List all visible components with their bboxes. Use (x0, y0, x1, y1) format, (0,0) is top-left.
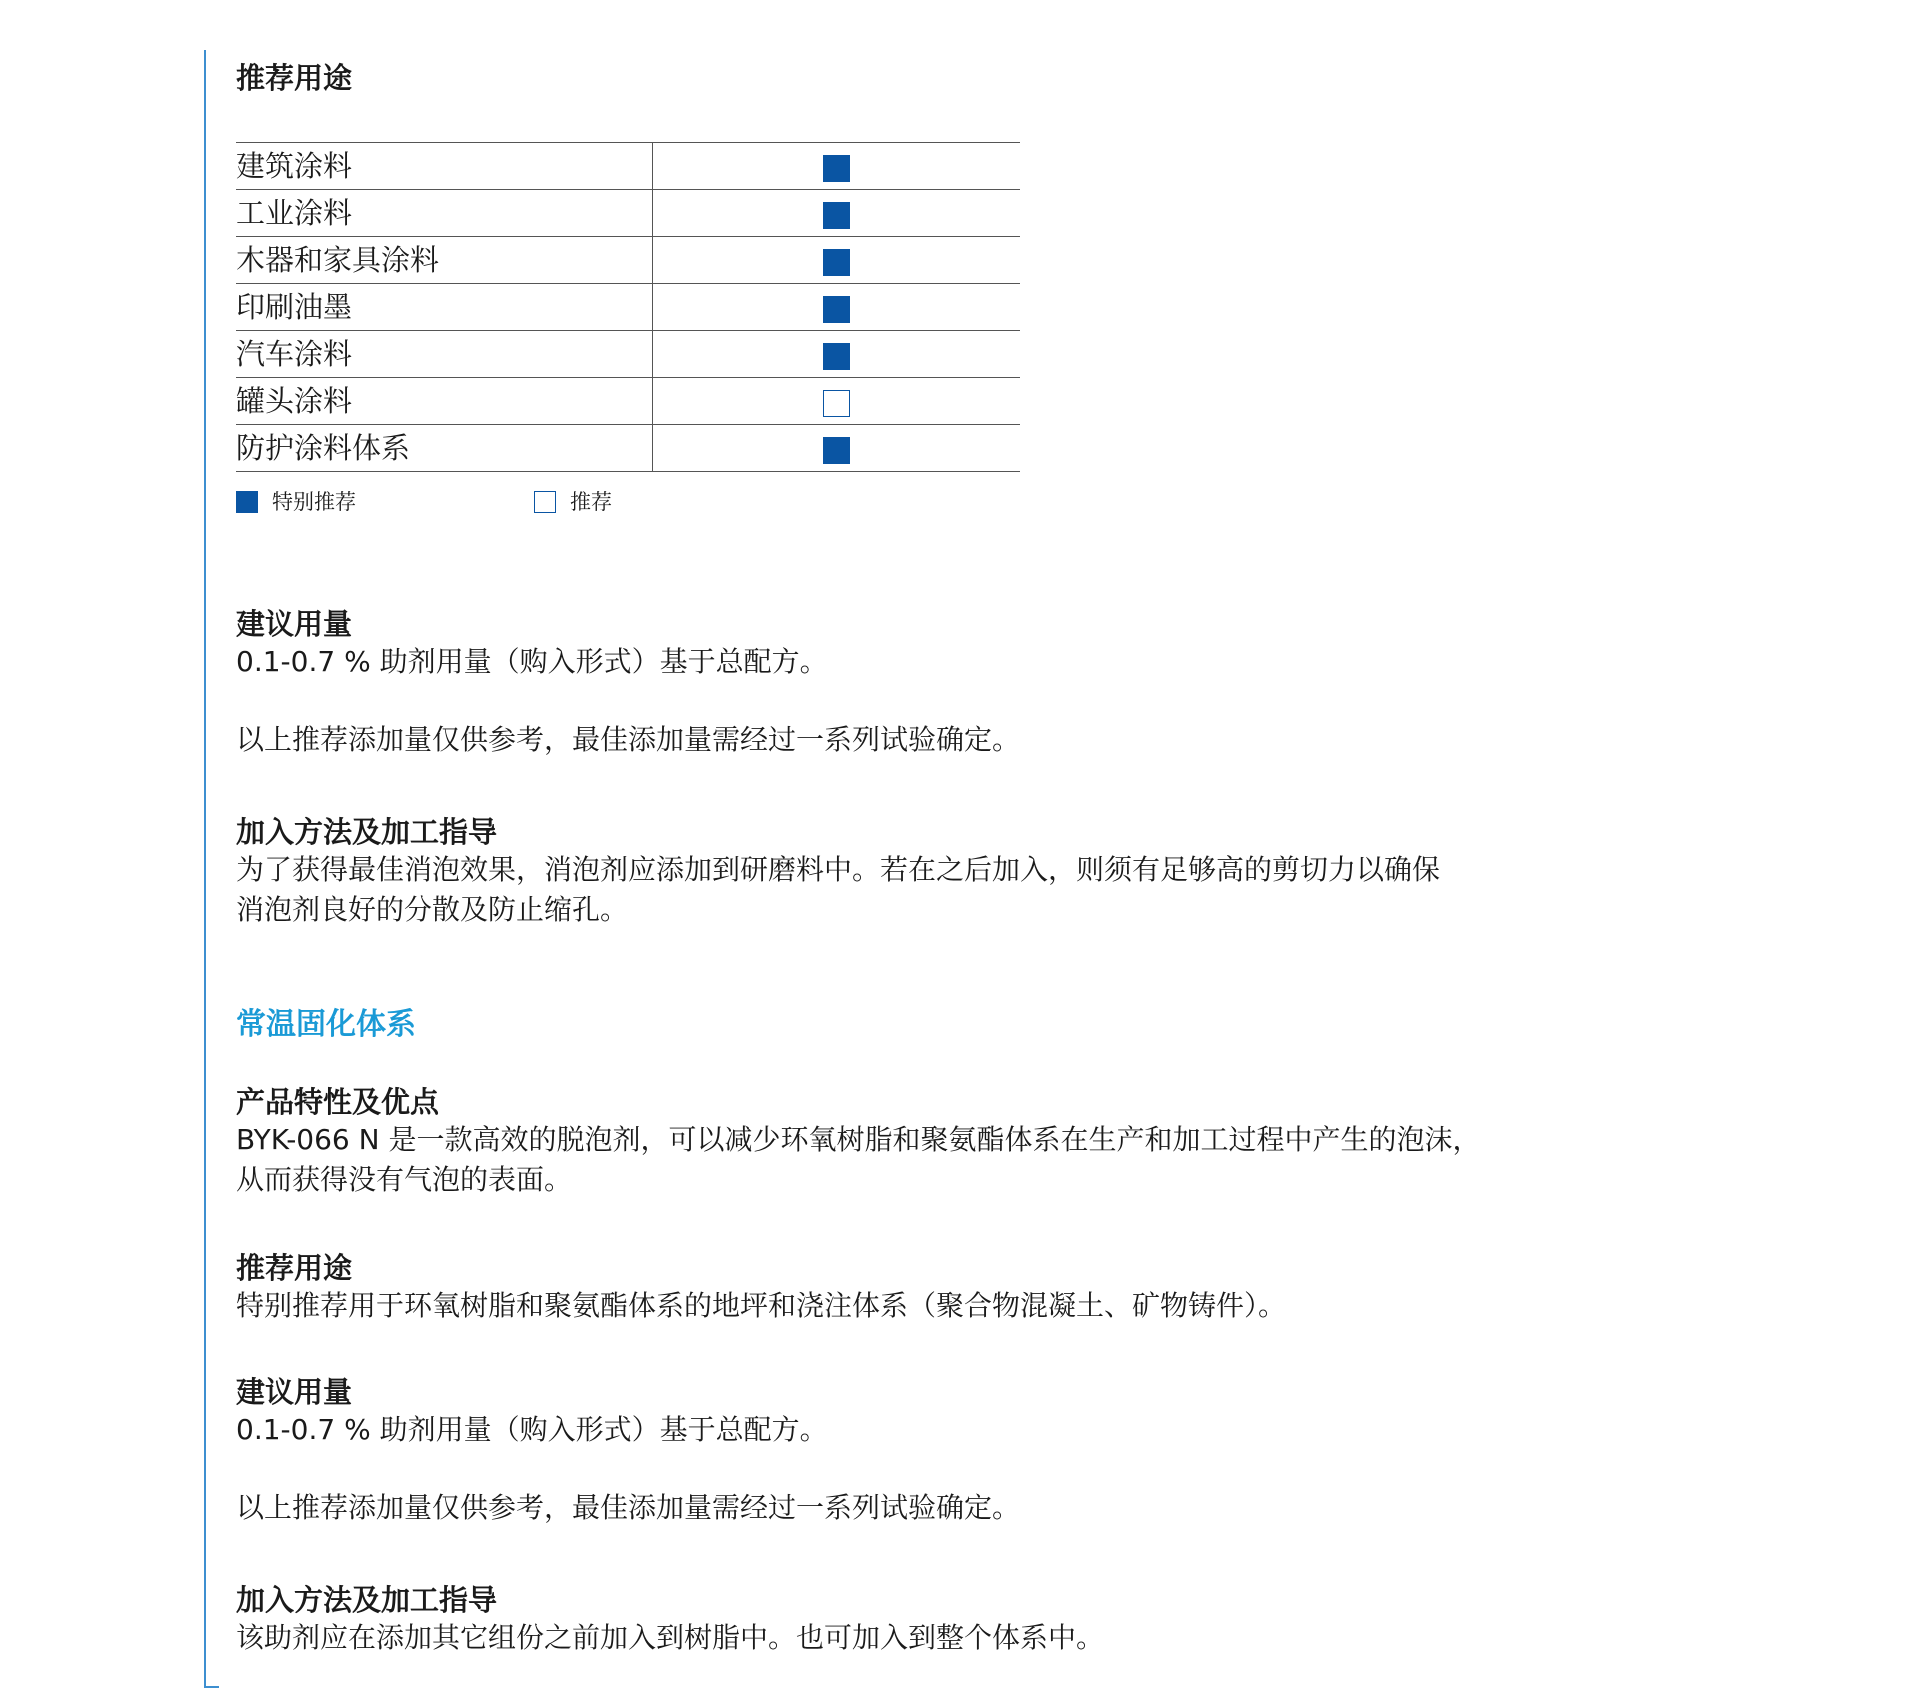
usage-row-label: 罐头涂料 (236, 378, 653, 425)
filled-square-icon (823, 155, 850, 182)
left-margin-rule-foot (204, 1686, 219, 1688)
usage-table-row (236, 143, 1020, 190)
legend-item-open (534, 488, 612, 516)
legend-item-filled (236, 488, 356, 516)
dosage-note: 以上推荐添加量仅供参考，最佳添加量需经过一系列试验确定。 (236, 723, 1021, 756)
usage-table (236, 142, 1020, 472)
filled-square-icon (236, 491, 258, 513)
usage-table-row (236, 331, 1020, 378)
features-text-line-2: 从而获得没有气泡的表面。 (236, 1163, 573, 1196)
usage-heading: 推荐用途 (236, 61, 353, 95)
dosage-2-heading: 建议用量 (236, 1375, 353, 1409)
usage-row-mark-cell (653, 378, 1021, 425)
processing-2-text: 该助剂应在添加其它组份之前加入到树脂中。也可加入到整个体系中。 (236, 1621, 1105, 1654)
processing-text-line-2: 消泡剂良好的分散及防止缩孔。 (236, 893, 629, 926)
usage-row-mark-cell (653, 284, 1021, 331)
dosage-heading: 建议用量 (236, 607, 353, 641)
features-text-line-1: BYK-066 N 是一款高效的脱泡剂，可以减少环氧树脂和聚氨酯体系在生产和加工过程中产生的泡沫， (236, 1123, 1481, 1156)
left-margin-rule (204, 50, 206, 1688)
legend-label-filled: 特别推荐 (272, 490, 356, 514)
usage-2-text: 特别推荐用于环氧树脂和聚氨酯体系的地坪和浇注体系（聚合物混凝土、矿物铸件）。 (236, 1289, 1287, 1322)
processing-heading: 加入方法及加工指导 (236, 815, 498, 849)
usage-table-row (236, 425, 1020, 472)
usage-table-row (236, 190, 1020, 237)
usage-table-row (236, 284, 1020, 331)
dosage-2-text: 0.1-0.7 % 助剂用量（购入形式）基于总配方。 (236, 1413, 828, 1446)
usage-row-label: 汽车涂料 (236, 331, 653, 378)
open-square-icon (823, 390, 850, 417)
usage-table-row (236, 237, 1020, 284)
filled-square-icon (823, 343, 850, 370)
usage-row-label: 建筑涂料 (236, 143, 653, 190)
usage-row-label: 木器和家具涂料 (236, 237, 653, 284)
usage-row-label: 工业涂料 (236, 190, 653, 237)
filled-square-icon (823, 249, 850, 276)
legend-label-open: 推荐 (570, 490, 612, 514)
usage-row-label: 印刷油墨 (236, 284, 653, 331)
usage-row-mark-cell (653, 190, 1021, 237)
usage-row-mark-cell (653, 143, 1021, 190)
usage-table-row (236, 378, 1020, 425)
usage-row-mark-cell (653, 425, 1021, 472)
features-heading: 产品特性及优点 (236, 1085, 440, 1119)
usage-row-mark-cell (653, 237, 1021, 284)
section-title-ambient-cure: 常温固化体系 (236, 1007, 416, 1042)
filled-square-icon (823, 296, 850, 323)
usage-legend (236, 488, 1020, 516)
processing-2-heading: 加入方法及加工指导 (236, 1583, 498, 1617)
processing-text-line-1: 为了获得最佳消泡效果，消泡剂应添加到研磨料中。若在之后加入，则须有足够高的剪切力以确保 (236, 853, 1441, 886)
open-square-icon (534, 491, 556, 513)
filled-square-icon (823, 437, 850, 464)
dosage-2-note: 以上推荐添加量仅供参考，最佳添加量需经过一系列试验确定。 (236, 1491, 1021, 1524)
dosage-text: 0.1-0.7 % 助剂用量（购入形式）基于总配方。 (236, 645, 828, 678)
usage-row-label: 防护涂料体系 (236, 425, 653, 472)
usage-2-heading: 推荐用途 (236, 1251, 353, 1285)
filled-square-icon (823, 202, 850, 229)
usage-row-mark-cell (653, 331, 1021, 378)
